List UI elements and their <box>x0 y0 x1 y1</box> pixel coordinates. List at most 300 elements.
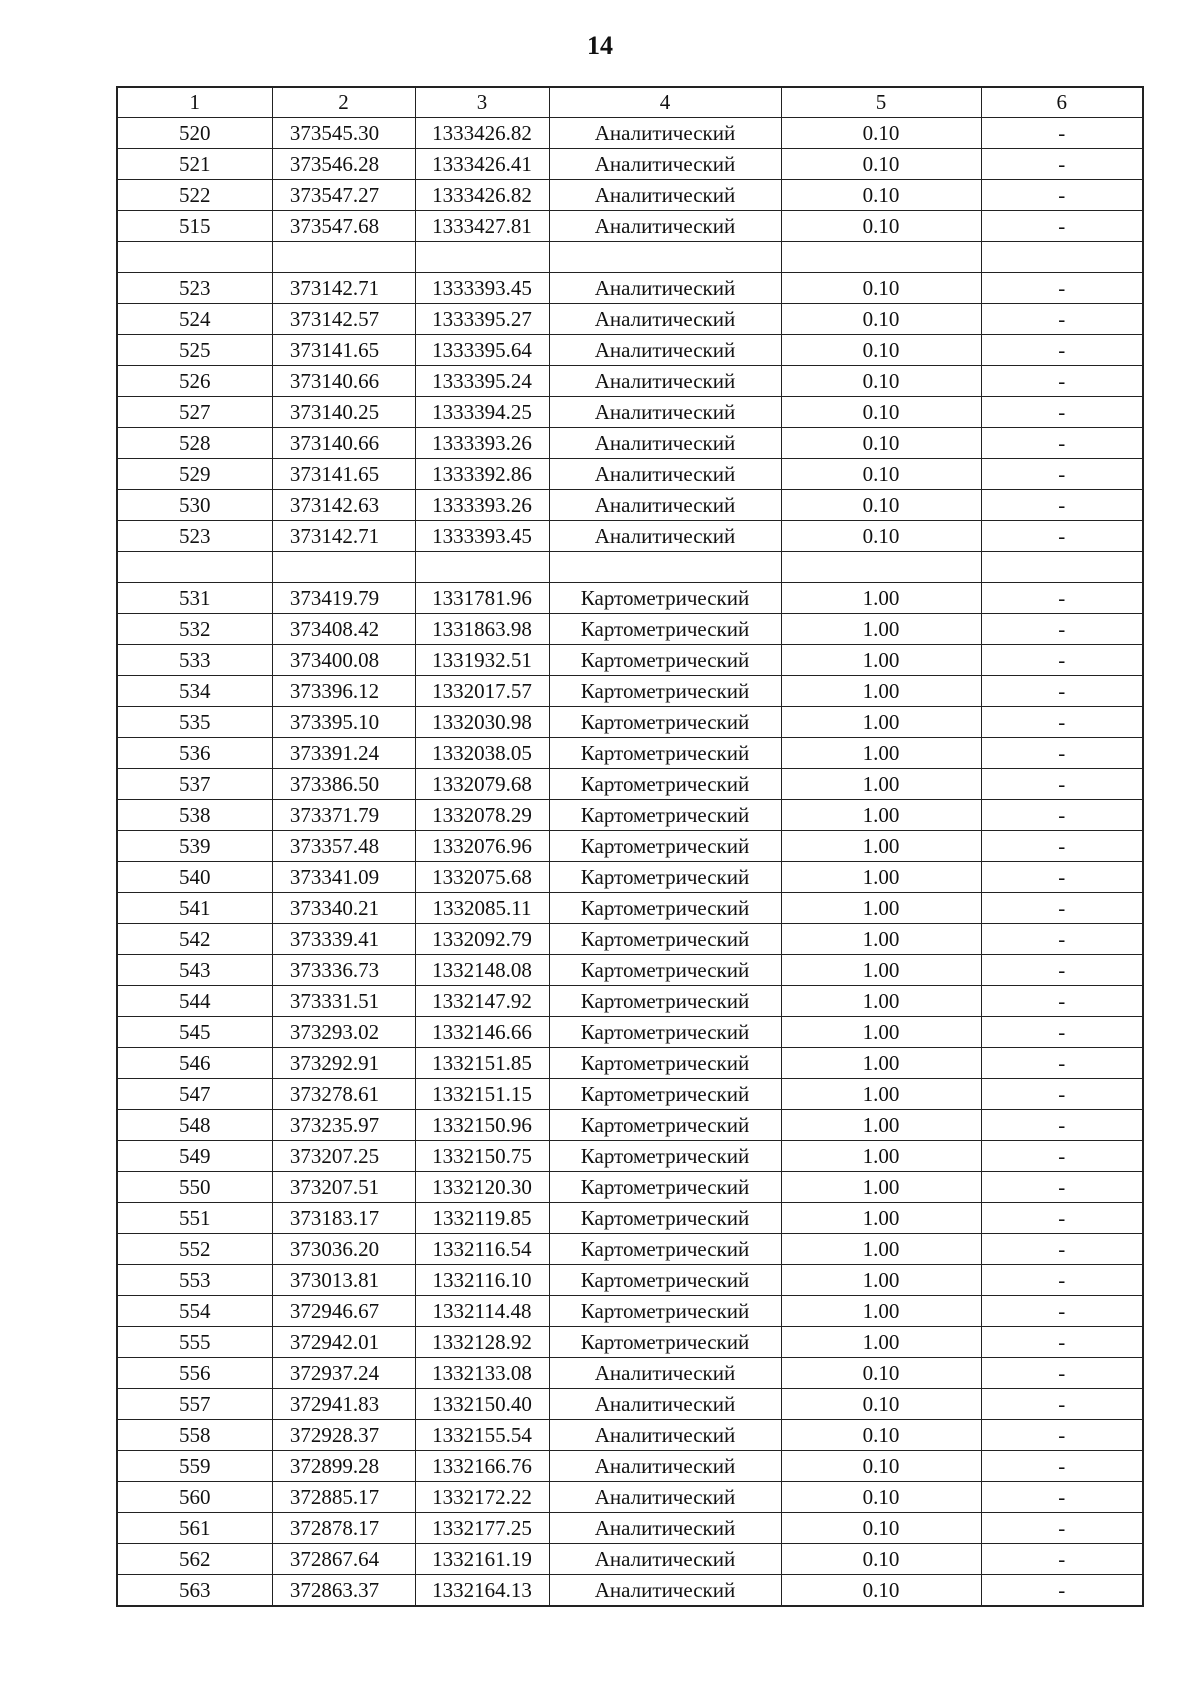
table-row <box>117 335 1143 366</box>
point-number-cell: 563 <box>117 1575 272 1607</box>
column-header: 5 <box>781 87 981 118</box>
y-coordinate-cell: 1333395.24 <box>415 366 549 397</box>
point-number-cell: 542 <box>117 924 272 955</box>
x-coordinate-cell: 373546.28 <box>272 149 415 180</box>
accuracy-cell: 1.00 <box>781 645 981 676</box>
point-number-cell: 560 <box>117 1482 272 1513</box>
point-number-cell: 545 <box>117 1017 272 1048</box>
note-cell: - <box>981 118 1143 149</box>
method-cell: Картометрический <box>549 1110 781 1141</box>
table-row <box>117 1172 1143 1203</box>
method-cell: Картометрический <box>549 614 781 645</box>
x-coordinate-cell: 372899.28 <box>272 1451 415 1482</box>
point-number-cell: 534 <box>117 676 272 707</box>
method-cell: Картометрический <box>549 1017 781 1048</box>
x-coordinate-cell: 372941.83 <box>272 1389 415 1420</box>
point-number-cell <box>117 552 272 583</box>
method-cell: Аналитический <box>549 1389 781 1420</box>
x-coordinate-cell: 373183.17 <box>272 1203 415 1234</box>
method-cell: Аналитический <box>549 366 781 397</box>
table-row <box>117 118 1143 149</box>
point-number-cell: 547 <box>117 1079 272 1110</box>
method-cell: Картометрический <box>549 862 781 893</box>
table-row <box>117 1513 1143 1544</box>
y-coordinate-cell: 1333393.45 <box>415 273 549 304</box>
accuracy-cell: 1.00 <box>781 707 981 738</box>
method-cell: Аналитический <box>549 490 781 521</box>
note-cell: - <box>981 1451 1143 1482</box>
table-row <box>117 1265 1143 1296</box>
table-row <box>117 769 1143 800</box>
y-coordinate-cell: 1333394.25 <box>415 397 549 428</box>
method-cell: Картометрический <box>549 924 781 955</box>
accuracy-cell: 0.10 <box>781 1389 981 1420</box>
note-cell: - <box>981 738 1143 769</box>
table-row <box>117 707 1143 738</box>
accuracy-cell: 1.00 <box>781 800 981 831</box>
x-coordinate-cell: 373292.91 <box>272 1048 415 1079</box>
method-cell <box>549 552 781 583</box>
point-number-cell: 536 <box>117 738 272 769</box>
accuracy-cell: 1.00 <box>781 862 981 893</box>
x-coordinate-cell: 372867.64 <box>272 1544 415 1575</box>
x-coordinate-cell: 373036.20 <box>272 1234 415 1265</box>
note-cell: - <box>981 1141 1143 1172</box>
note-cell: - <box>981 1048 1143 1079</box>
table-row <box>117 1575 1143 1607</box>
x-coordinate-cell: 372937.24 <box>272 1358 415 1389</box>
note-cell: - <box>981 1234 1143 1265</box>
x-coordinate-cell: 373400.08 <box>272 645 415 676</box>
point-number-cell: 559 <box>117 1451 272 1482</box>
note-cell <box>981 552 1143 583</box>
note-cell: - <box>981 1575 1143 1607</box>
y-coordinate-cell: 1331781.96 <box>415 583 549 614</box>
x-coordinate-cell: 373207.51 <box>272 1172 415 1203</box>
method-cell: Аналитический <box>549 1420 781 1451</box>
y-coordinate-cell: 1332172.22 <box>415 1482 549 1513</box>
y-coordinate-cell: 1332075.68 <box>415 862 549 893</box>
x-coordinate-cell: 373396.12 <box>272 676 415 707</box>
x-coordinate-cell: 373386.50 <box>272 769 415 800</box>
point-number-cell: 553 <box>117 1265 272 1296</box>
table-row <box>117 459 1143 490</box>
accuracy-cell: 0.10 <box>781 118 981 149</box>
table-row <box>117 428 1143 459</box>
method-cell: Аналитический <box>549 149 781 180</box>
table-row <box>117 521 1143 552</box>
note-cell: - <box>981 149 1143 180</box>
note-cell: - <box>981 1110 1143 1141</box>
note-cell: - <box>981 924 1143 955</box>
y-coordinate-cell: 1333426.82 <box>415 118 549 149</box>
accuracy-cell: 0.10 <box>781 490 981 521</box>
accuracy-cell: 1.00 <box>781 738 981 769</box>
method-cell: Аналитический <box>549 521 781 552</box>
table-row <box>117 614 1143 645</box>
point-number-cell: 557 <box>117 1389 272 1420</box>
header-row <box>117 87 1143 118</box>
y-coordinate-cell: 1332150.75 <box>415 1141 549 1172</box>
note-cell: - <box>981 397 1143 428</box>
accuracy-cell: 0.10 <box>781 1420 981 1451</box>
x-coordinate-cell: 373141.65 <box>272 459 415 490</box>
note-cell: - <box>981 1296 1143 1327</box>
table-row <box>117 924 1143 955</box>
note-cell: - <box>981 521 1143 552</box>
accuracy-cell: 0.10 <box>781 335 981 366</box>
note-cell <box>981 242 1143 273</box>
accuracy-cell: 0.10 <box>781 1544 981 1575</box>
y-coordinate-cell: 1331932.51 <box>415 645 549 676</box>
accuracy-cell: 0.10 <box>781 180 981 211</box>
x-coordinate-cell: 373408.42 <box>272 614 415 645</box>
method-cell: Картометрический <box>549 1327 781 1358</box>
point-number-cell: 558 <box>117 1420 272 1451</box>
y-coordinate-cell: 1332150.40 <box>415 1389 549 1420</box>
y-coordinate-cell: 1332133.08 <box>415 1358 549 1389</box>
table-row <box>117 490 1143 521</box>
table-row <box>117 211 1143 242</box>
y-coordinate-cell: 1332116.10 <box>415 1265 549 1296</box>
y-coordinate-cell: 1332146.66 <box>415 1017 549 1048</box>
accuracy-cell: 1.00 <box>781 583 981 614</box>
y-coordinate-cell: 1332076.96 <box>415 831 549 862</box>
table-row <box>117 1482 1143 1513</box>
column-header: 3 <box>415 87 549 118</box>
accuracy-cell: 1.00 <box>781 769 981 800</box>
method-cell: Аналитический <box>549 335 781 366</box>
point-number-cell: 523 <box>117 521 272 552</box>
note-cell: - <box>981 490 1143 521</box>
point-number-cell: 543 <box>117 955 272 986</box>
method-cell: Картометрический <box>549 1141 781 1172</box>
note-cell: - <box>981 1482 1143 1513</box>
table-row <box>117 1110 1143 1141</box>
y-coordinate-cell: 1332030.98 <box>415 707 549 738</box>
point-number-cell: 540 <box>117 862 272 893</box>
accuracy-cell: 0.10 <box>781 1451 981 1482</box>
accuracy-cell: 0.10 <box>781 149 981 180</box>
point-number-cell: 525 <box>117 335 272 366</box>
method-cell: Картометрический <box>549 583 781 614</box>
table-row <box>117 800 1143 831</box>
y-coordinate-cell: 1332092.79 <box>415 924 549 955</box>
note-cell: - <box>981 1327 1143 1358</box>
y-coordinate-cell: 1332119.85 <box>415 1203 549 1234</box>
note-cell: - <box>981 676 1143 707</box>
method-cell: Аналитический <box>549 304 781 335</box>
x-coordinate-cell: 372942.01 <box>272 1327 415 1358</box>
note-cell: - <box>981 800 1143 831</box>
accuracy-cell: 1.00 <box>781 1203 981 1234</box>
x-coordinate-cell: 372878.17 <box>272 1513 415 1544</box>
method-cell: Аналитический <box>549 1451 781 1482</box>
table-row <box>117 1141 1143 1172</box>
point-number-cell: 529 <box>117 459 272 490</box>
accuracy-cell: 0.10 <box>781 521 981 552</box>
point-number-cell: 541 <box>117 893 272 924</box>
accuracy-cell: 1.00 <box>781 1079 981 1110</box>
x-coordinate-cell: 373340.21 <box>272 893 415 924</box>
point-number-cell: 539 <box>117 831 272 862</box>
y-coordinate-cell: 1332114.48 <box>415 1296 549 1327</box>
accuracy-cell: 1.00 <box>781 1234 981 1265</box>
point-number-cell: 520 <box>117 118 272 149</box>
y-coordinate-cell: 1333392.86 <box>415 459 549 490</box>
note-cell: - <box>981 1265 1143 1296</box>
table-row <box>117 986 1143 1017</box>
x-coordinate-cell: 373142.71 <box>272 273 415 304</box>
x-coordinate-cell: 373140.25 <box>272 397 415 428</box>
column-header: 1 <box>117 87 272 118</box>
accuracy-cell: 0.10 <box>781 211 981 242</box>
accuracy-cell <box>781 552 981 583</box>
accuracy-cell: 1.00 <box>781 1048 981 1079</box>
table-row <box>117 1420 1143 1451</box>
method-cell: Картометрический <box>549 769 781 800</box>
method-cell: Картометрический <box>549 893 781 924</box>
y-coordinate-cell: 1332161.19 <box>415 1544 549 1575</box>
method-cell: Картометрический <box>549 676 781 707</box>
x-coordinate-cell: 373141.65 <box>272 335 415 366</box>
accuracy-cell: 1.00 <box>781 1141 981 1172</box>
note-cell: - <box>981 1358 1143 1389</box>
method-cell: Картометрический <box>549 1203 781 1234</box>
table-row <box>117 831 1143 862</box>
point-number-cell: 544 <box>117 986 272 1017</box>
x-coordinate-cell: 373371.79 <box>272 800 415 831</box>
table-row <box>117 273 1143 304</box>
y-coordinate-cell: 1333393.26 <box>415 428 549 459</box>
x-coordinate-cell: 373142.71 <box>272 521 415 552</box>
note-cell: - <box>981 955 1143 986</box>
point-number-cell <box>117 242 272 273</box>
y-coordinate-cell: 1331863.98 <box>415 614 549 645</box>
point-number-cell: 554 <box>117 1296 272 1327</box>
method-cell: Картометрический <box>549 1265 781 1296</box>
accuracy-cell: 1.00 <box>781 1110 981 1141</box>
accuracy-cell: 1.00 <box>781 614 981 645</box>
table-row <box>117 676 1143 707</box>
x-coordinate-cell: 372863.37 <box>272 1575 415 1607</box>
point-number-cell: 537 <box>117 769 272 800</box>
point-number-cell: 549 <box>117 1141 272 1172</box>
x-coordinate-cell: 373336.73 <box>272 955 415 986</box>
accuracy-cell: 1.00 <box>781 924 981 955</box>
note-cell: - <box>981 428 1143 459</box>
accuracy-cell: 1.00 <box>781 1172 981 1203</box>
point-number-cell: 538 <box>117 800 272 831</box>
point-number-cell: 556 <box>117 1358 272 1389</box>
note-cell: - <box>981 1017 1143 1048</box>
accuracy-cell <box>781 242 981 273</box>
x-coordinate-cell: 373278.61 <box>272 1079 415 1110</box>
point-number-cell: 561 <box>117 1513 272 1544</box>
y-coordinate-cell: 1332164.13 <box>415 1575 549 1607</box>
note-cell: - <box>981 1420 1143 1451</box>
method-cell: Аналитический <box>549 1513 781 1544</box>
y-coordinate-cell: 1332155.54 <box>415 1420 549 1451</box>
table-row <box>117 304 1143 335</box>
accuracy-cell: 0.10 <box>781 1513 981 1544</box>
point-number-cell: 548 <box>117 1110 272 1141</box>
table-row <box>117 366 1143 397</box>
x-coordinate-cell: 373545.30 <box>272 118 415 149</box>
x-coordinate-cell: 373341.09 <box>272 862 415 893</box>
method-cell: Картометрический <box>549 986 781 1017</box>
table-row <box>117 893 1143 924</box>
note-cell: - <box>981 1513 1143 1544</box>
method-cell: Картометрический <box>549 738 781 769</box>
accuracy-cell: 1.00 <box>781 893 981 924</box>
y-coordinate-cell: 1332017.57 <box>415 676 549 707</box>
note-cell: - <box>981 180 1143 211</box>
method-cell: Картометрический <box>549 831 781 862</box>
note-cell: - <box>981 862 1143 893</box>
point-number-cell: 552 <box>117 1234 272 1265</box>
accuracy-cell: 0.10 <box>781 304 981 335</box>
y-coordinate-cell: 1332120.30 <box>415 1172 549 1203</box>
x-coordinate-cell: 373140.66 <box>272 428 415 459</box>
x-coordinate-cell: 373547.27 <box>272 180 415 211</box>
table-row <box>117 1389 1143 1420</box>
note-cell: - <box>981 273 1143 304</box>
method-cell: Картометрический <box>549 1234 781 1265</box>
y-coordinate-cell: 1333426.82 <box>415 180 549 211</box>
table-row <box>117 862 1143 893</box>
y-coordinate-cell: 1332085.11 <box>415 893 549 924</box>
note-cell: - <box>981 707 1143 738</box>
point-number-cell: 555 <box>117 1327 272 1358</box>
note-cell: - <box>981 304 1143 335</box>
point-number-cell: 528 <box>117 428 272 459</box>
table-row <box>117 1048 1143 1079</box>
method-cell: Аналитический <box>549 1358 781 1389</box>
note-cell: - <box>981 831 1143 862</box>
x-coordinate-cell: 373331.51 <box>272 986 415 1017</box>
note-cell: - <box>981 583 1143 614</box>
method-cell <box>549 242 781 273</box>
accuracy-cell: 1.00 <box>781 955 981 986</box>
y-coordinate-cell <box>415 242 549 273</box>
accuracy-cell: 0.10 <box>781 459 981 490</box>
accuracy-cell: 0.10 <box>781 397 981 428</box>
accuracy-cell: 1.00 <box>781 1265 981 1296</box>
table-row <box>117 1358 1143 1389</box>
accuracy-cell: 1.00 <box>781 1327 981 1358</box>
accuracy-cell: 0.10 <box>781 1358 981 1389</box>
method-cell: Аналитический <box>549 397 781 428</box>
note-cell: - <box>981 1544 1143 1575</box>
y-coordinate-cell: 1332151.15 <box>415 1079 549 1110</box>
method-cell: Аналитический <box>549 459 781 490</box>
coordinates-table <box>116 86 1144 1607</box>
y-coordinate-cell <box>415 552 549 583</box>
x-coordinate-cell: 373419.79 <box>272 583 415 614</box>
method-cell: Картометрический <box>549 800 781 831</box>
table-row <box>117 1327 1143 1358</box>
point-number-cell: 546 <box>117 1048 272 1079</box>
accuracy-cell: 0.10 <box>781 366 981 397</box>
method-cell: Картометрический <box>549 707 781 738</box>
method-cell: Картометрический <box>549 955 781 986</box>
table-row <box>117 1544 1143 1575</box>
y-coordinate-cell: 1332151.85 <box>415 1048 549 1079</box>
y-coordinate-cell: 1333427.81 <box>415 211 549 242</box>
method-cell: Картометрический <box>549 1079 781 1110</box>
x-coordinate-cell: 373357.48 <box>272 831 415 862</box>
point-number-cell: 535 <box>117 707 272 738</box>
accuracy-cell: 1.00 <box>781 986 981 1017</box>
note-cell: - <box>981 986 1143 1017</box>
x-coordinate-cell: 373391.24 <box>272 738 415 769</box>
point-number-cell: 526 <box>117 366 272 397</box>
point-number-cell: 523 <box>117 273 272 304</box>
x-coordinate-cell: 373207.25 <box>272 1141 415 1172</box>
y-coordinate-cell: 1332148.08 <box>415 955 549 986</box>
table-row <box>117 1203 1143 1234</box>
point-number-cell: 531 <box>117 583 272 614</box>
point-number-cell: 521 <box>117 149 272 180</box>
point-number-cell: 532 <box>117 614 272 645</box>
accuracy-cell: 1.00 <box>781 1017 981 1048</box>
note-cell: - <box>981 1389 1143 1420</box>
x-coordinate-cell: 373339.41 <box>272 924 415 955</box>
x-coordinate-cell: 373142.63 <box>272 490 415 521</box>
y-coordinate-cell: 1332038.05 <box>415 738 549 769</box>
point-number-cell: 562 <box>117 1544 272 1575</box>
table-row <box>117 1296 1143 1327</box>
table-row <box>117 149 1143 180</box>
y-coordinate-cell: 1332166.76 <box>415 1451 549 1482</box>
method-cell: Аналитический <box>549 273 781 304</box>
x-coordinate-cell: 373142.57 <box>272 304 415 335</box>
accuracy-cell: 0.10 <box>781 1575 981 1607</box>
y-coordinate-cell: 1333426.41 <box>415 149 549 180</box>
y-coordinate-cell: 1332147.92 <box>415 986 549 1017</box>
method-cell: Аналитический <box>549 1575 781 1607</box>
y-coordinate-cell: 1332128.92 <box>415 1327 549 1358</box>
method-cell: Аналитический <box>549 428 781 459</box>
x-coordinate-cell: 372928.37 <box>272 1420 415 1451</box>
y-coordinate-cell: 1332177.25 <box>415 1513 549 1544</box>
y-coordinate-cell: 1333393.45 <box>415 521 549 552</box>
method-cell: Аналитический <box>549 1482 781 1513</box>
column-header: 6 <box>981 87 1143 118</box>
note-cell: - <box>981 769 1143 800</box>
table-row <box>117 1234 1143 1265</box>
x-coordinate-cell: 373013.81 <box>272 1265 415 1296</box>
y-coordinate-cell: 1332116.54 <box>415 1234 549 1265</box>
table-header <box>117 87 1143 118</box>
note-cell: - <box>981 1079 1143 1110</box>
point-number-cell: 550 <box>117 1172 272 1203</box>
method-cell: Аналитический <box>549 180 781 211</box>
table-row <box>117 645 1143 676</box>
x-coordinate-cell: 373395.10 <box>272 707 415 738</box>
note-cell: - <box>981 335 1143 366</box>
table-body <box>117 118 1143 1607</box>
x-coordinate-cell: 372946.67 <box>272 1296 415 1327</box>
note-cell: - <box>981 1203 1143 1234</box>
table-row <box>117 552 1143 583</box>
note-cell: - <box>981 645 1143 676</box>
y-coordinate-cell: 1333393.26 <box>415 490 549 521</box>
method-cell: Картометрический <box>549 1172 781 1203</box>
table-row <box>117 1451 1143 1482</box>
column-header: 4 <box>549 87 781 118</box>
